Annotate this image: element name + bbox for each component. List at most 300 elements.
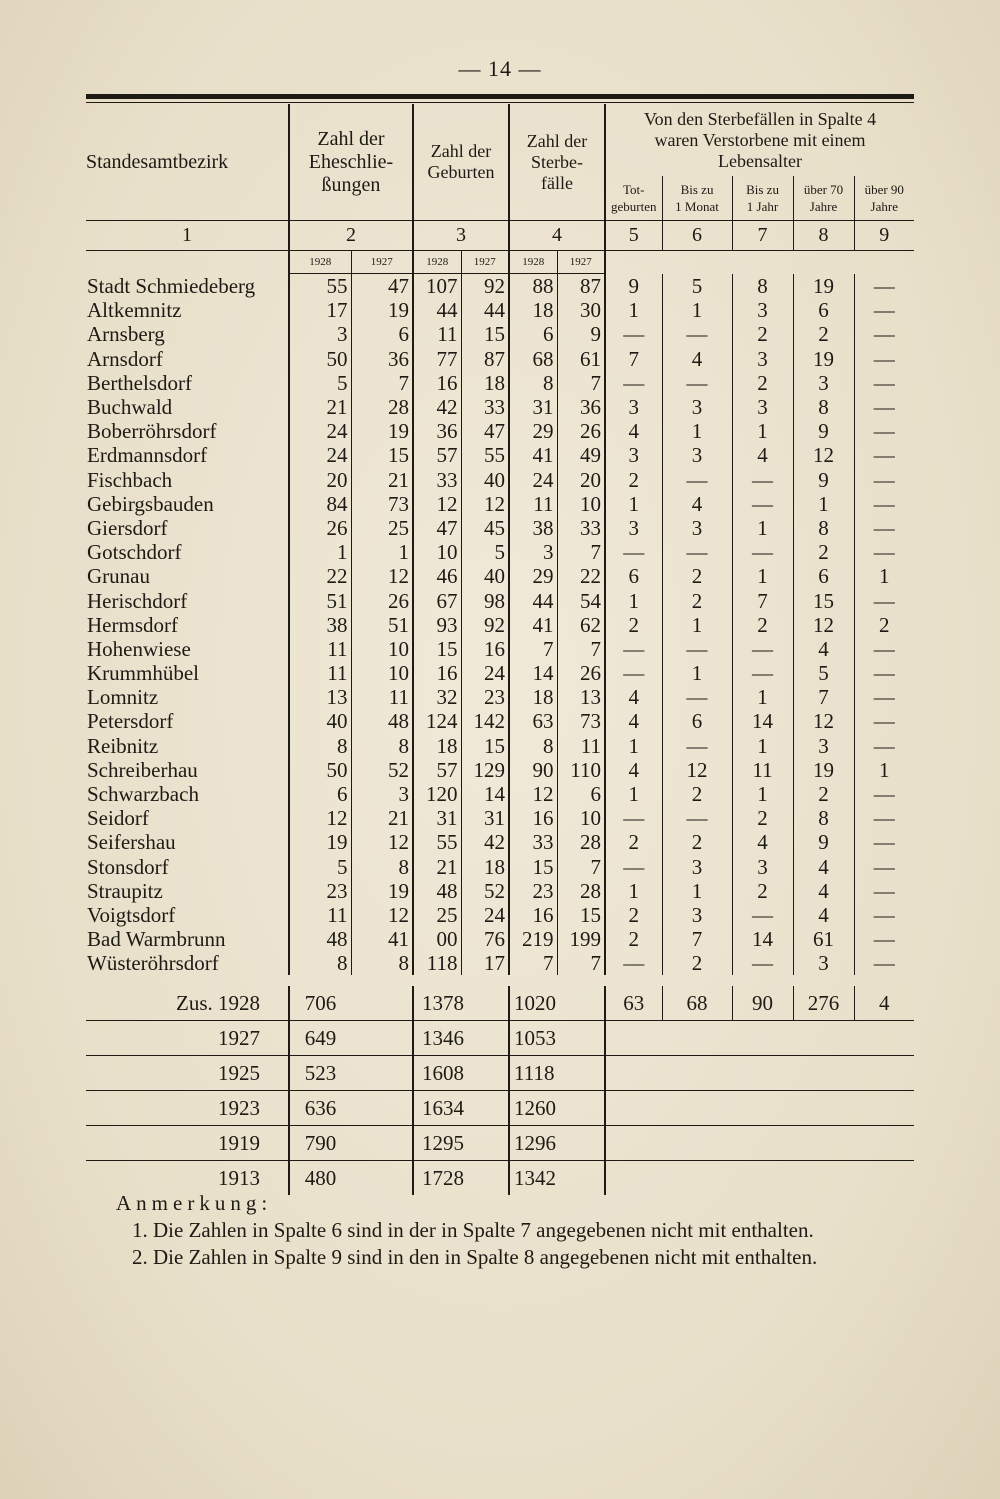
cell-col-8: 12 xyxy=(662,758,732,782)
totals-row xyxy=(86,986,914,1021)
cell-col-2: 8 xyxy=(351,855,413,879)
cell-col-5: 88 xyxy=(509,274,557,299)
cell-col-9: 2 xyxy=(732,879,793,903)
cell-col-3: 57 xyxy=(413,758,461,782)
year-death-1928: 1928 xyxy=(509,251,557,274)
cell-col-6: 7 xyxy=(557,855,605,879)
cell-col-4: 33 xyxy=(461,395,509,419)
year-birth-1927: 1927 xyxy=(461,251,509,274)
cell-col-3: 16 xyxy=(413,371,461,395)
table-row xyxy=(86,830,914,854)
cell-col-6: 49 xyxy=(557,443,605,467)
year-death-1927: 1927 xyxy=(557,251,605,274)
table-row xyxy=(86,516,914,540)
header-district: Standesamtbezirk xyxy=(86,104,289,221)
cell-col-7: 1 xyxy=(605,782,662,806)
cell-col-7: 4 xyxy=(605,709,662,733)
cell-col-4: 12 xyxy=(461,492,509,516)
cell-col-11: — xyxy=(854,443,914,467)
header-deaths: Zahl der Sterbe- fälle xyxy=(509,104,605,221)
cell-col-1: 48 xyxy=(289,927,351,951)
cell-col-6: 26 xyxy=(557,419,605,443)
cell-col-4: 47 xyxy=(461,419,509,443)
cell-col-5: 38 xyxy=(509,516,557,540)
cell-col-11: — xyxy=(854,806,914,830)
cell-col-4: 52 xyxy=(461,879,509,903)
table-row xyxy=(86,564,914,588)
cell-col-1: 5 xyxy=(289,371,351,395)
cell-col-3: 48 xyxy=(413,879,461,903)
cell-col-4: 98 xyxy=(461,588,509,612)
cell-col-6: 7 xyxy=(557,540,605,564)
cell-col-10: 4 xyxy=(793,879,854,903)
cell-col-10: 9 xyxy=(793,468,854,492)
cell-col-5: 31 xyxy=(509,395,557,419)
cell-col-7: 2 xyxy=(605,613,662,637)
cell-col-6: 110 xyxy=(557,758,605,782)
cell-col-5: 41 xyxy=(509,443,557,467)
cell-col-7: 2 xyxy=(605,830,662,854)
table-row xyxy=(86,879,914,903)
cell-col-4: 40 xyxy=(461,564,509,588)
table-row xyxy=(86,588,914,612)
district-name: Reibnitz xyxy=(87,733,159,758)
cell-col-3: 67 xyxy=(413,588,461,612)
district-name: Hohenwiese xyxy=(87,636,191,661)
district-name: Gebirgsbauden xyxy=(87,491,214,516)
cell-col-10: 2 xyxy=(793,540,854,564)
cell-col-4: 87 xyxy=(461,347,509,371)
cell-col-4: 129 xyxy=(461,758,509,782)
cell-col-2: 7 xyxy=(351,371,413,395)
district-name: Gotschdorf xyxy=(87,540,182,565)
year-birth-1928: 1928 xyxy=(413,251,461,274)
cell-col-3: 21 xyxy=(413,855,461,879)
table-row xyxy=(86,492,914,516)
cell-col-2: 73 xyxy=(351,492,413,516)
cell-col-6: 62 xyxy=(557,613,605,637)
table-row xyxy=(86,637,914,661)
cell-col-9: — xyxy=(732,637,793,661)
cell-col-9: 2 xyxy=(732,371,793,395)
district-name: Schreiberhau xyxy=(87,757,198,782)
cell-col-2: 21 xyxy=(351,468,413,492)
cell-col-4: 142 xyxy=(461,709,509,733)
cell-col-8: 1 xyxy=(662,613,732,637)
cell-col-7: 2 xyxy=(605,903,662,927)
totals-empty xyxy=(605,1091,914,1126)
cell-col-6: 199 xyxy=(557,927,605,951)
cell-col-1: 22 xyxy=(289,564,351,588)
cell-col-5: 18 xyxy=(509,685,557,709)
table-row xyxy=(86,347,914,371)
cell-col-11: 1 xyxy=(854,564,914,588)
totals-marriages: 636 xyxy=(289,1091,351,1126)
totals-deaths: 1296 xyxy=(509,1126,605,1161)
cell-col-2: 28 xyxy=(351,395,413,419)
cell-col-10: 12 xyxy=(793,613,854,637)
cell-col-3: 55 xyxy=(413,830,461,854)
cell-col-3: 18 xyxy=(413,734,461,758)
cell-col-4: 24 xyxy=(461,661,509,685)
cell-col-5: 16 xyxy=(509,903,557,927)
district-name: Grunau xyxy=(87,564,150,589)
cell-col-1: 50 xyxy=(289,758,351,782)
cell-col-7: 2 xyxy=(605,927,662,951)
cell-col-1: 6 xyxy=(289,782,351,806)
cell-col-8: 3 xyxy=(662,855,732,879)
cell-col-11: — xyxy=(854,540,914,564)
totals-marriages: 649 xyxy=(289,1021,351,1056)
district-name: Schwarzbach xyxy=(87,782,199,807)
table-row xyxy=(86,322,914,346)
cell-col-4: 24 xyxy=(461,903,509,927)
cell-col-7: — xyxy=(605,371,662,395)
cell-col-8: — xyxy=(662,637,732,661)
cell-col-10: 7 xyxy=(793,685,854,709)
cell-col-8: — xyxy=(662,685,732,709)
cell-col-2: 36 xyxy=(351,347,413,371)
cell-col-2: 11 xyxy=(351,685,413,709)
cell-col-10: 9 xyxy=(793,419,854,443)
statistics-table xyxy=(86,104,914,975)
cell-col-11: — xyxy=(854,492,914,516)
note-1: 1. Die Zahlen in Spalte 6 sind in der in Spalte 7 angegebenen nicht mit enthalten. xyxy=(132,1218,814,1242)
cell-col-1: 20 xyxy=(289,468,351,492)
cell-col-6: 7 xyxy=(557,951,605,975)
totals-births: 1378 xyxy=(413,986,509,1021)
cell-col-11: — xyxy=(854,419,914,443)
cell-col-2: 1 xyxy=(351,540,413,564)
table-row xyxy=(86,734,914,758)
cell-col-11: 1 xyxy=(854,758,914,782)
colnum-1: 1 xyxy=(86,221,289,251)
cell-col-1: 13 xyxy=(289,685,351,709)
district-name: Wüsteröhrsdorf xyxy=(87,951,219,976)
cell-col-3: 10 xyxy=(413,540,461,564)
district-name: Lomnitz xyxy=(87,685,159,710)
totals-over-70: 276 xyxy=(793,986,854,1021)
cell-col-3: 32 xyxy=(413,685,461,709)
cell-col-8: 2 xyxy=(662,951,732,975)
cell-col-7: 2 xyxy=(605,468,662,492)
cell-col-6: 7 xyxy=(557,371,605,395)
cell-col-1: 11 xyxy=(289,903,351,927)
cell-col-7: 1 xyxy=(605,879,662,903)
cell-col-7: — xyxy=(605,322,662,346)
cell-col-6: 13 xyxy=(557,685,605,709)
cell-col-10: 9 xyxy=(793,830,854,854)
cell-col-9: 11 xyxy=(732,758,793,782)
cell-col-3: 25 xyxy=(413,903,461,927)
cell-col-2: 3 xyxy=(351,782,413,806)
colnum-3: 3 xyxy=(413,221,509,251)
cell-col-9: 2 xyxy=(732,806,793,830)
cell-col-2: 8 xyxy=(351,951,413,975)
cell-col-10: 1 xyxy=(793,492,854,516)
cell-col-5: 29 xyxy=(509,564,557,588)
cell-col-6: 7 xyxy=(557,637,605,661)
totals-year: 1923 xyxy=(218,1095,260,1120)
colnum-2: 2 xyxy=(289,221,413,251)
totals-deaths: 1118 xyxy=(509,1056,605,1091)
cell-col-5: 33 xyxy=(509,830,557,854)
cell-col-10: 19 xyxy=(793,347,854,371)
cell-col-3: 42 xyxy=(413,395,461,419)
cell-col-1: 51 xyxy=(289,588,351,612)
totals-deaths: 1342 xyxy=(509,1161,605,1196)
cell-col-5: 3 xyxy=(509,540,557,564)
cell-col-11: — xyxy=(854,734,914,758)
year-blank xyxy=(86,251,289,274)
district-name: Straupitz xyxy=(87,878,163,903)
totals-body xyxy=(86,986,914,1195)
cell-col-8: — xyxy=(662,734,732,758)
cell-col-9: 1 xyxy=(732,419,793,443)
cell-col-9: — xyxy=(732,540,793,564)
totals-upto-1-month: 68 xyxy=(662,986,732,1021)
header-age-group: Von den Sterbefällen in Spalte 4 waren Verstorbene mit einem Lebensalter xyxy=(605,104,914,176)
cell-col-8: 3 xyxy=(662,516,732,540)
cell-col-8: 3 xyxy=(662,443,732,467)
cell-col-7: 1 xyxy=(605,298,662,322)
table-row xyxy=(86,951,914,975)
cell-col-1: 55 xyxy=(289,274,351,299)
cell-col-4: 45 xyxy=(461,516,509,540)
cell-col-7: 1 xyxy=(605,734,662,758)
cell-col-5: 14 xyxy=(509,661,557,685)
totals-prefix: Zus. xyxy=(176,990,213,1015)
notes-title: Anmerkung: xyxy=(116,1191,273,1215)
cell-col-4: 92 xyxy=(461,274,509,299)
cell-col-6: 9 xyxy=(557,322,605,346)
colnum-6: 6 xyxy=(662,221,732,251)
cell-col-10: 4 xyxy=(793,903,854,927)
cell-col-2: 48 xyxy=(351,709,413,733)
cell-col-7: — xyxy=(605,637,662,661)
cell-col-1: 24 xyxy=(289,419,351,443)
cell-col-5: 219 xyxy=(509,927,557,951)
cell-col-6: 61 xyxy=(557,347,605,371)
cell-col-3: 15 xyxy=(413,637,461,661)
cell-col-1: 50 xyxy=(289,347,351,371)
cell-col-10: 19 xyxy=(793,758,854,782)
cell-col-3: 120 xyxy=(413,782,461,806)
cell-col-3: 93 xyxy=(413,613,461,637)
cell-col-7: 1 xyxy=(605,492,662,516)
header-marriages: Zahl der Eheschlie- ßungen xyxy=(289,104,413,221)
cell-col-8: 4 xyxy=(662,347,732,371)
cell-col-1: 26 xyxy=(289,516,351,540)
table-row xyxy=(86,468,914,492)
cell-col-2: 52 xyxy=(351,758,413,782)
cell-col-9: 1 xyxy=(732,564,793,588)
cell-col-9: 14 xyxy=(732,709,793,733)
page-number: — 14 — xyxy=(458,56,542,81)
cell-col-9: 1 xyxy=(732,782,793,806)
district-name: Giersdorf xyxy=(87,515,168,540)
totals-row xyxy=(86,1091,914,1126)
cell-col-8: — xyxy=(662,322,732,346)
cell-col-1: 8 xyxy=(289,734,351,758)
cell-col-5: 63 xyxy=(509,709,557,733)
cell-col-2: 19 xyxy=(351,298,413,322)
cell-col-1: 19 xyxy=(289,830,351,854)
table-row xyxy=(86,613,914,637)
cell-col-7: 7 xyxy=(605,347,662,371)
cell-col-10: 6 xyxy=(793,298,854,322)
cell-col-2: 19 xyxy=(351,879,413,903)
cell-col-1: 40 xyxy=(289,709,351,733)
cell-col-8: 3 xyxy=(662,903,732,927)
cell-col-11: — xyxy=(854,637,914,661)
cell-col-3: 12 xyxy=(413,492,461,516)
cell-col-1: 21 xyxy=(289,395,351,419)
cell-col-5: 29 xyxy=(509,419,557,443)
totals-blank xyxy=(351,1126,413,1161)
cell-col-6: 54 xyxy=(557,588,605,612)
cell-col-5: 7 xyxy=(509,951,557,975)
cell-col-8: 6 xyxy=(662,709,732,733)
cell-col-7: 4 xyxy=(605,758,662,782)
district-name: Arnsberg xyxy=(87,322,165,347)
cell-col-5: 18 xyxy=(509,298,557,322)
cell-col-10: 5 xyxy=(793,661,854,685)
cell-col-3: 47 xyxy=(413,516,461,540)
year-marriage-1927: 1927 xyxy=(351,251,413,274)
district-name: Petersdorf xyxy=(87,709,174,734)
cell-col-5: 44 xyxy=(509,588,557,612)
cell-col-6: 11 xyxy=(557,734,605,758)
cell-col-2: 26 xyxy=(351,588,413,612)
totals-births: 1608 xyxy=(413,1056,509,1091)
totals-deaths: 1020 xyxy=(509,986,605,1021)
cell-col-4: 92 xyxy=(461,613,509,637)
totals-deaths: 1053 xyxy=(509,1021,605,1056)
totals-blank xyxy=(351,1056,413,1091)
top-rule-thin xyxy=(86,102,914,103)
cell-col-4: 18 xyxy=(461,855,509,879)
cell-col-4: 14 xyxy=(461,782,509,806)
cell-col-3: 57 xyxy=(413,443,461,467)
cell-col-10: 12 xyxy=(793,709,854,733)
cell-col-7: 1 xyxy=(605,588,662,612)
totals-marriages: 706 xyxy=(289,986,351,1021)
table-row xyxy=(86,927,914,951)
cell-col-4: 5 xyxy=(461,540,509,564)
cell-col-5: 12 xyxy=(509,782,557,806)
cell-col-10: 15 xyxy=(793,588,854,612)
cell-col-6: 10 xyxy=(557,492,605,516)
cell-col-3: 77 xyxy=(413,347,461,371)
cell-col-9: 4 xyxy=(732,830,793,854)
cell-col-5: 41 xyxy=(509,613,557,637)
cell-col-11: — xyxy=(854,468,914,492)
cell-col-6: 36 xyxy=(557,395,605,419)
totals-births: 1295 xyxy=(413,1126,509,1161)
cell-col-7: 4 xyxy=(605,419,662,443)
cell-col-4: 18 xyxy=(461,371,509,395)
cell-col-6: 33 xyxy=(557,516,605,540)
cell-col-4: 40 xyxy=(461,468,509,492)
cell-col-2: 10 xyxy=(351,661,413,685)
colnum-5: 5 xyxy=(605,221,662,251)
cell-col-10: 4 xyxy=(793,855,854,879)
header-row-top xyxy=(86,104,914,176)
cell-col-10: 2 xyxy=(793,322,854,346)
cell-col-1: 5 xyxy=(289,855,351,879)
year-row xyxy=(86,251,914,274)
cell-col-2: 25 xyxy=(351,516,413,540)
totals-year: 1919 xyxy=(218,1130,260,1155)
totals-births: 1728 xyxy=(413,1161,509,1196)
cell-col-9: 3 xyxy=(732,855,793,879)
cell-col-5: 90 xyxy=(509,758,557,782)
totals-empty xyxy=(605,1056,914,1091)
totals-year: 1925 xyxy=(218,1060,260,1085)
cell-col-7: 4 xyxy=(605,685,662,709)
cell-col-3: 124 xyxy=(413,709,461,733)
cell-col-11: — xyxy=(854,903,914,927)
totals-empty xyxy=(605,1126,914,1161)
table-row xyxy=(86,709,914,733)
totals-births: 1346 xyxy=(413,1021,509,1056)
cell-col-2: 12 xyxy=(351,830,413,854)
cell-col-8: — xyxy=(662,468,732,492)
cell-col-5: 23 xyxy=(509,879,557,903)
cell-col-3: 46 xyxy=(413,564,461,588)
totals-row xyxy=(86,1021,914,1056)
cell-col-2: 8 xyxy=(351,734,413,758)
totals-blank xyxy=(351,1021,413,1056)
totals-row xyxy=(86,1126,914,1161)
cell-col-6: 30 xyxy=(557,298,605,322)
table-row xyxy=(86,758,914,782)
cell-col-8: — xyxy=(662,540,732,564)
cell-col-8: 3 xyxy=(662,395,732,419)
totals-year: 1928 xyxy=(218,990,260,1015)
cell-col-11: — xyxy=(854,661,914,685)
cell-col-10: 6 xyxy=(793,564,854,588)
cell-col-11: — xyxy=(854,371,914,395)
totals-label xyxy=(86,986,289,1021)
cell-col-6: 22 xyxy=(557,564,605,588)
cell-col-1: 1 xyxy=(289,540,351,564)
cell-col-1: 11 xyxy=(289,637,351,661)
cell-col-9: 8 xyxy=(732,274,793,299)
notes xyxy=(86,1190,914,1271)
cell-col-7: 9 xyxy=(605,274,662,299)
cell-col-8: 1 xyxy=(662,879,732,903)
cell-col-2: 15 xyxy=(351,443,413,467)
cell-col-6: 87 xyxy=(557,274,605,299)
cell-col-8: — xyxy=(662,371,732,395)
cell-col-8: 5 xyxy=(662,274,732,299)
cell-col-11: — xyxy=(854,685,914,709)
cell-col-11: — xyxy=(854,322,914,346)
cell-col-11: — xyxy=(854,709,914,733)
cell-col-6: 20 xyxy=(557,468,605,492)
cell-col-9: 1 xyxy=(732,685,793,709)
cell-col-11: — xyxy=(854,347,914,371)
cell-col-8: 1 xyxy=(662,419,732,443)
table-row xyxy=(86,371,914,395)
cell-col-3: 118 xyxy=(413,951,461,975)
cell-col-1: 84 xyxy=(289,492,351,516)
cell-col-2: 12 xyxy=(351,903,413,927)
cell-col-7: — xyxy=(605,540,662,564)
table-row xyxy=(86,661,914,685)
